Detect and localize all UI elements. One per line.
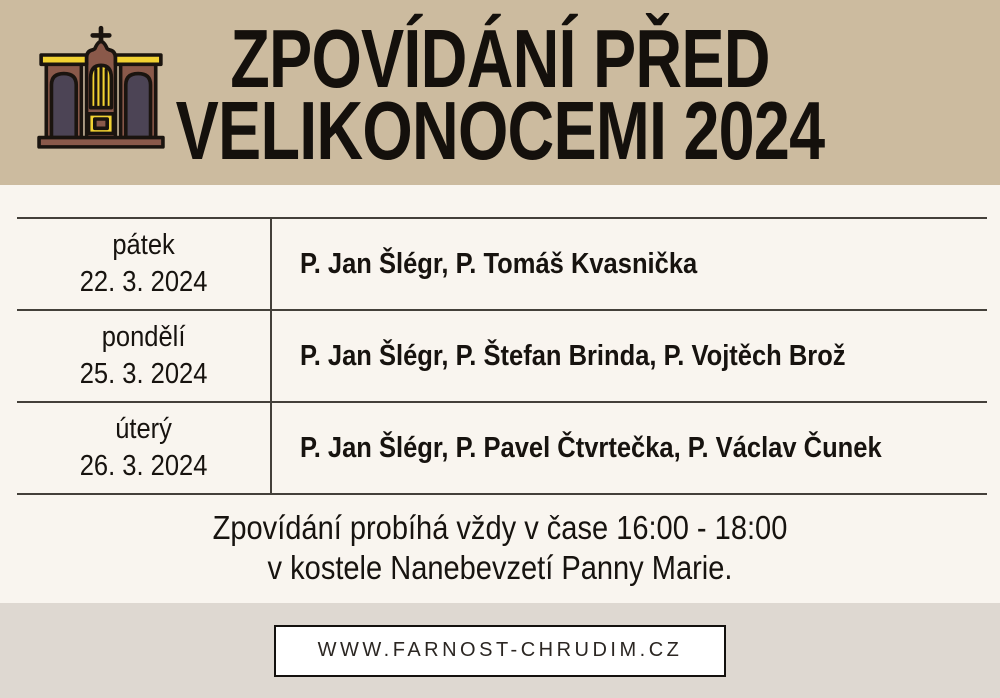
schedule-row-tuesday [17,403,987,495]
note-lines [60,508,940,588]
priests-cell [272,311,987,401]
note-line-2: v kostele Nanebevzetí Panny Marie. [267,549,733,586]
title-line-1: ZPOVÍDÁNÍ PŘED [230,12,770,105]
priests-cell [272,219,987,309]
note-line-1: Zpovídání probíhá vždy v čase 16:00 - 18:00 [212,509,788,546]
date-label: 26. 3. 2024 [79,450,208,482]
priests-label: P. Jan Šlégr, P. Pavel Čtvrtečka, P. Václav Čunek [300,431,882,464]
schedule-note [0,508,1000,588]
date-cell-content [80,319,208,393]
date-label: 22. 3. 2024 [79,266,208,298]
day-label: pondělí [101,321,186,353]
date-cell [17,311,272,401]
date-cell-content [80,227,208,301]
priests-label: P. Jan Šlégr, P. Štefan Brinda, P. Vojtěch Brož [300,339,846,372]
header-banner [0,0,1000,185]
priests-label: P. Jan Šlégr, P. Tomáš Kvasnička [300,247,698,280]
date-cell [17,403,272,493]
date-cell-content [80,411,208,485]
schedule-row-monday [17,311,987,403]
schedule-table [17,217,987,495]
date-label: 25. 3. 2024 [79,358,208,390]
title-line-2: VELIKONOCEMI 2024 [175,84,825,177]
priests-cell [272,403,987,493]
footer-banner [0,603,1000,698]
day-label: úterý [115,413,172,445]
website-box [274,625,726,677]
poster-title [110,12,890,177]
website-url: WWW.FARNOST-CHRUDIM.CZ [317,639,683,661]
schedule-row-friday [17,219,987,311]
day-label: pátek [112,229,175,261]
date-cell [17,219,272,309]
